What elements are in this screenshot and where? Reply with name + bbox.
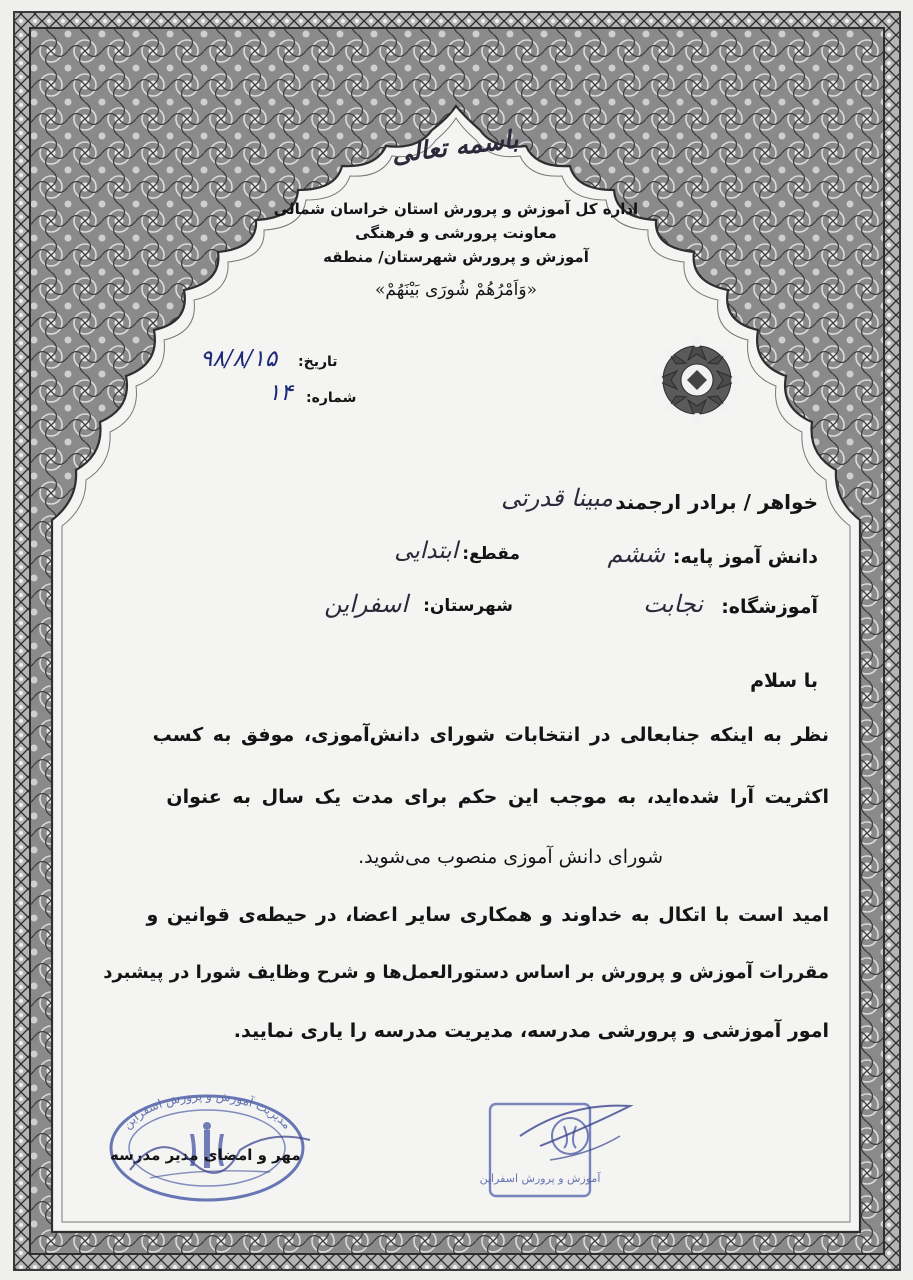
date-value: ۹۸/۸/۱۵	[200, 346, 278, 372]
invocation-text: باسمه تعالی	[390, 124, 520, 169]
org-line-1: اداره کل آموزش و پرورش استان خراسان شمالی	[273, 200, 639, 218]
date-label: تاریخ:	[298, 354, 338, 370]
signature-caption: مهر و امضای مدیر مدرسه	[110, 1146, 301, 1164]
body-line-4: امید است با اتکال به خداوند و همکاری سایر اعضا، در حیطه‌ی قوانین و	[146, 904, 829, 926]
body-line-3: شورای دانش آموزی منصوب می‌شوید.	[358, 846, 663, 868]
org-line-3: آموزش و پرورش شهرستان/ منطقه	[323, 248, 589, 266]
grade-label: دانش آموز پایه:	[672, 546, 818, 568]
greeting: با سلام	[750, 670, 818, 692]
body-line-2: اکثریت آرا شده‌اید، به موجب این حکم برای مدت یک سال به عنوان	[166, 786, 829, 808]
recipient-label: خواهر / برادر ارجمند	[615, 490, 818, 514]
svg-text:مدیریت آموزش و پرورش اسفراین: مدیریت آموزش و پرورش اسفراین	[119, 1088, 295, 1132]
city-label: شهرستان:	[423, 596, 513, 616]
student-council-emblem	[642, 330, 752, 430]
quran-verse: «وَاَمْرُهُمْ شُورَی بَیْنَهُمْ»	[375, 280, 537, 300]
org-line-2: معاونت پرورشی و فرهنگی	[355, 224, 557, 242]
svg-text:آموزش و پرورش اسفراین: آموزش و پرورش اسفراین	[480, 1172, 601, 1185]
body-line-6: امور آموزشی و پرورشی مدرسه، مدیریت مدرسه را یاری نمایید.	[233, 1020, 829, 1042]
city-value: اسفراین	[324, 590, 408, 618]
grade-value: ششم	[607, 540, 665, 568]
school-label: آموزشگاه:	[721, 596, 818, 618]
director-signature	[120, 1120, 320, 1190]
number-value: ۱۴	[268, 380, 293, 406]
recipient-name: مبینا قدرتی	[501, 484, 613, 512]
level-value: ابتدایی	[394, 538, 458, 564]
level-label: مقطع:	[462, 544, 520, 564]
school-value: نجابت	[643, 590, 703, 618]
district-stamp	[480, 1096, 640, 1206]
body-line-5: مقررات آموزش و پرورش بر اساس دستورالعمل‌ها و شرح وظایف شورا در پیشبرد	[103, 962, 829, 983]
body-line-1: نظر به اینکه جنابعالی در انتخابات شورای دانش‌آموزی، موفق به کسب	[152, 724, 829, 746]
number-label: شماره:	[306, 390, 357, 406]
